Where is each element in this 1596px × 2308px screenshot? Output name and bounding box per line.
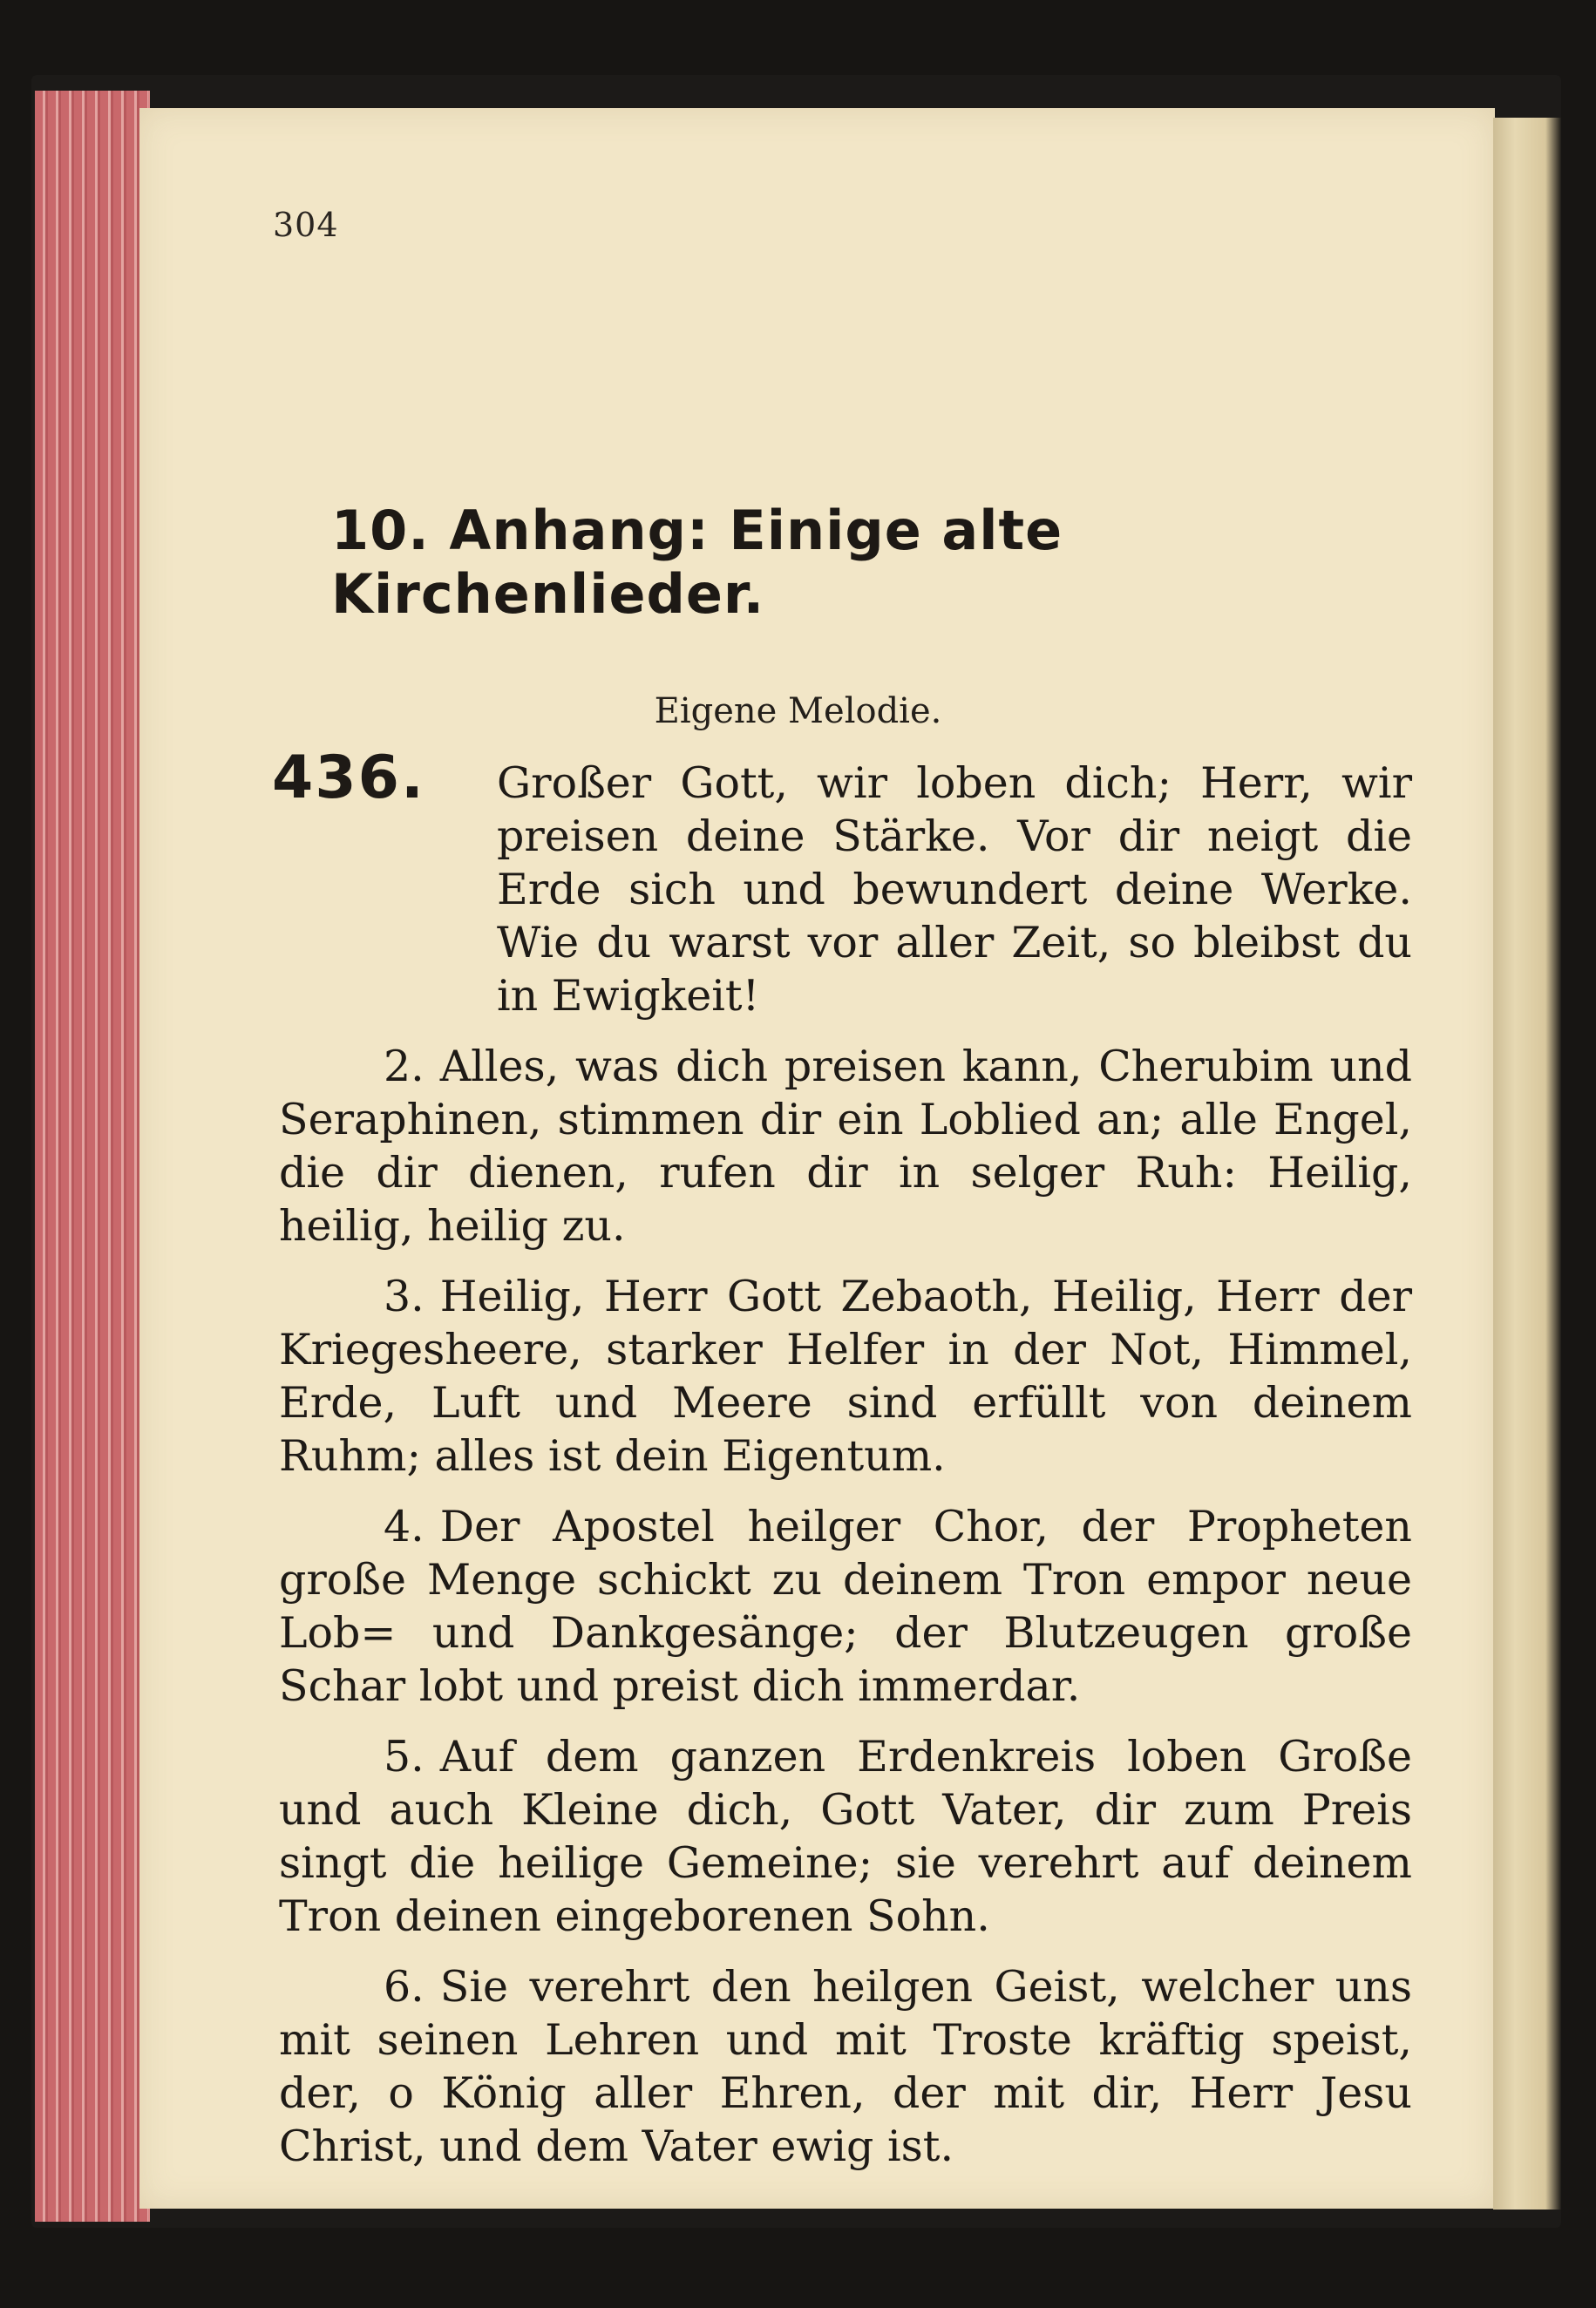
verse-text: Der Apostel heilger Chor, der Propheten große Menge schickt zu deinem Tron empor neue Lob= und Dankgesänge; der Blutzeugen große Schar lobt und preist dich immerdar.	[279, 1502, 1412, 1711]
hymn	[272, 743, 1412, 2173]
verse-number: 6.	[384, 1962, 424, 2012]
hymn-number: 436.	[272, 743, 425, 812]
verse-number: 2.	[384, 1042, 424, 1091]
page-number: 304	[273, 206, 339, 244]
book-gutter	[1493, 118, 1561, 2210]
verse-text: Heilig, Herr Gott Zebaoth, Heilig, Herr der Kriegesheere, starker Helfer in der Not, Himmel, Erde, Luft und Meere sind erfüllt von deinem Ruhm; alles ist dein Eigentum.	[279, 1272, 1412, 1481]
section-heading: 10. Anhang: Einige alte Kirchenlieder.	[331, 499, 1063, 626]
verse-3	[279, 1270, 1412, 1483]
verse-5	[279, 1730, 1412, 1943]
verse-number: 4.	[384, 1502, 424, 1551]
page-edges	[35, 91, 150, 2222]
hymn-first-verse-block	[272, 743, 1412, 1022]
verse-2	[279, 1040, 1412, 1252]
verse-text: Sie verehrt den heilgen Geist, welcher uns mit seinen Lehren und mit Troste kräftig speist, der, o König aller Ehren, der mit dir, Herr Jesu Christ, und dem Vater ewig ist.	[279, 1962, 1412, 2171]
verse-text: Alles, was dich preisen kann, Cherubim und Seraphinen, stimmen dir ein Loblied an; alle Engel, die dir dienen, rufen dir in selger Ruh: Heilig, heilig, heilig zu.	[279, 1042, 1412, 1251]
verse-number: 3.	[384, 1272, 424, 1321]
melody-note: Eigene Melodie.	[654, 691, 942, 731]
verse-6	[279, 1960, 1412, 2173]
verse-4	[279, 1500, 1412, 1713]
verse-number: 5.	[384, 1732, 424, 1782]
verse-text: Auf dem ganzen Erdenkreis loben Große und auch Kleine dich, Gott Vater, dir zum Preis singt die heilige Gemeine; sie verehrt auf deinem Tron deinen eingeborenen Sohn.	[279, 1732, 1412, 1941]
verse-1: Großer Gott, wir loben dich; Herr, wir preisen deine Stärke. Vor dir neigt die Erde sich und bewundert deine Werke. Wie du warst vor aller Zeit, so bleibst du in Ewigkeit!	[497, 758, 1412, 1021]
